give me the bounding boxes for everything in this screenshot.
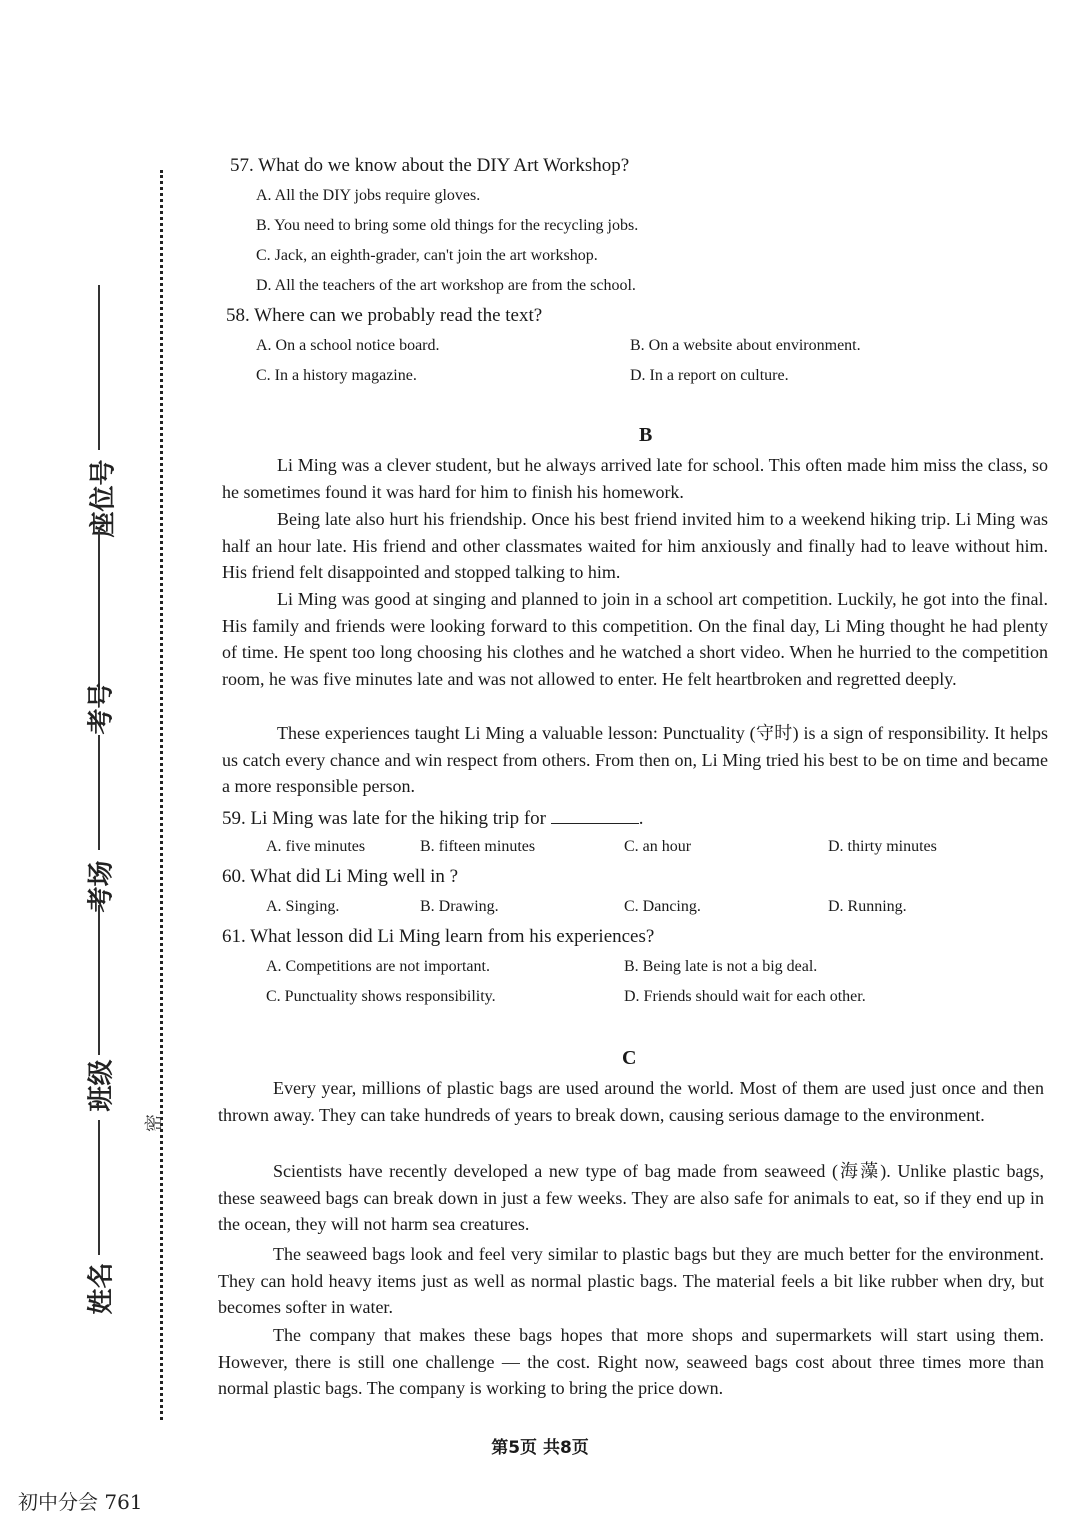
question-58-stem: 58. Where can we probably read the text? [226,305,543,326]
section-c-heading: C [622,1047,637,1069]
question-58-option-b: B. On a website about environment. [630,337,861,354]
section-b-heading: B [639,424,653,446]
section-c-paragraph-2: Scientists have recently developed a new type of bag made from seaweed (海藻). Unlike plastic bags, these seaweed bags can break down in just a few weeks. They are also safe for animals to eat, so if they end up in the ocean, they will not harm sea creatures. [218,1161,1044,1234]
exam-number-line [98,530,100,690]
question-57-option-c: C. Jack, an eighth-grader, can't join the art workshop. [256,247,598,264]
name-label: 姓名 [86,1262,117,1315]
page-number-footer: 第5页 共8页 [491,1438,589,1458]
class-line [98,905,100,1055]
question-59-stem [222,805,644,831]
question-61-stem: 61. What lesson did Li Ming learn from his experiences? [222,926,655,947]
question-60-option-a: A. Singing. [266,898,340,915]
question-58-option-a: A. On a school notice board. [256,337,440,354]
section-b-paragraph-2: Being late also hurt his friendship. Once his best friend invited him to a weekend hiking trip. Li Ming was half an hour late. His friend and other classmates waited for him anxiously and finally had to leave without him. His friend felt disappointed and stopped talking to him. [222,509,1048,582]
seal-dotted-line [160,170,163,1420]
question-60-stem: 60. What did Li Ming well in ? [222,866,459,887]
question-57-option-d: D. All the teachers of the art workshop are from the school. [256,277,636,294]
question-61-option-b: B. Being late is not a big deal. [624,958,818,975]
section-c-paragraph-3: The seaweed bags look and feel very similar to plastic bags but they are much better for the environment. They can hold heavy items just as well as normal plastic bags. The material feels a bit like rubber when dry, but becomes softer in water. [218,1244,1044,1317]
question-59-option-d: D. thirty minutes [828,838,937,855]
exam-room-label: 考场 [86,860,117,913]
section-c-paragraph-1: Every year, millions of plastic bags are used around the world. Most of them are used just once and then thrown away. They can take hundreds of years to break down, causing serious damage to the environment. [218,1078,1044,1125]
question-59-option-c: C. an hour [624,838,692,855]
section-c-paragraph-4: The company that makes these bags hopes that more shops and supermarkets will start using them. However, there is still one challenge — the cost. Right now, seaweed bags cost about three times more than normal plastic bags. The company is working to bring the price down. [218,1325,1044,1398]
question-58-option-c: C. In a history magazine. [256,367,417,384]
seat-line [98,285,100,450]
name-line [98,1120,100,1255]
question-61-option-a: A. Competitions are not important. [266,958,490,975]
exam-number-label: 考号 [86,682,117,735]
question-59-option-a: A. five minutes [266,838,366,855]
exam-room-line [98,735,100,850]
question-57-stem: 57. What do we know about the DIY Art Workshop? [230,155,630,176]
section-b-paragraph-3: Li Ming was good at singing and planned to join in a school art competition. Luckily, he got into the final. His family and friends were looking forward to this competition. On the final day, Li Ming thought he had plenty of time. He spent too long choosing his clothes and he watched a short video. When he hurried to the competition room, he was five minutes late and was not allowed to enter. He felt heartbroken and regretted deeply. [222,589,1048,689]
question-60-option-d: D. Running. [828,898,907,915]
question-61-option-c: C. Punctuality shows responsibility. [266,988,496,1005]
answer-blank [551,805,639,824]
seal-mark: 密 [144,1114,165,1132]
question-61-option-d: D. Friends should wait for each other. [624,988,866,1005]
question-57-option-a: A. All the DIY jobs require gloves. [256,187,481,204]
question-60-option-b: B. Drawing. [420,898,499,915]
question-60-option-c: C. Dancing. [624,898,701,915]
question-58-option-d: D. In a report on culture. [630,367,789,384]
question-59-end: . [638,808,644,829]
section-b-paragraph-4: These experiences taught Li Ming a valuable lesson: Punctuality (守时) is a sign of responsibility. It helps us catch every chance and win respect from others. From then on, Li Ming tried his best to be on time and became a more responsible person. [222,723,1048,796]
question-59-text: 59. Li Ming was late for the hiking trip for [222,808,546,829]
question-57-option-b: B. You need to bring some old things for the recycling jobs. [256,217,639,234]
seat-number-label: 座位号 [88,459,119,538]
class-label: 班级 [86,1059,117,1112]
section-b-paragraph-1: Li Ming was a clever student, but he always arrived late for school. This often made him miss the class, so he sometimes found it was hard for him to finish his homework. [222,455,1048,502]
question-59-option-b: B. fifteen minutes [420,838,536,855]
source-watermark: 初中分会 761 [18,1490,143,1514]
